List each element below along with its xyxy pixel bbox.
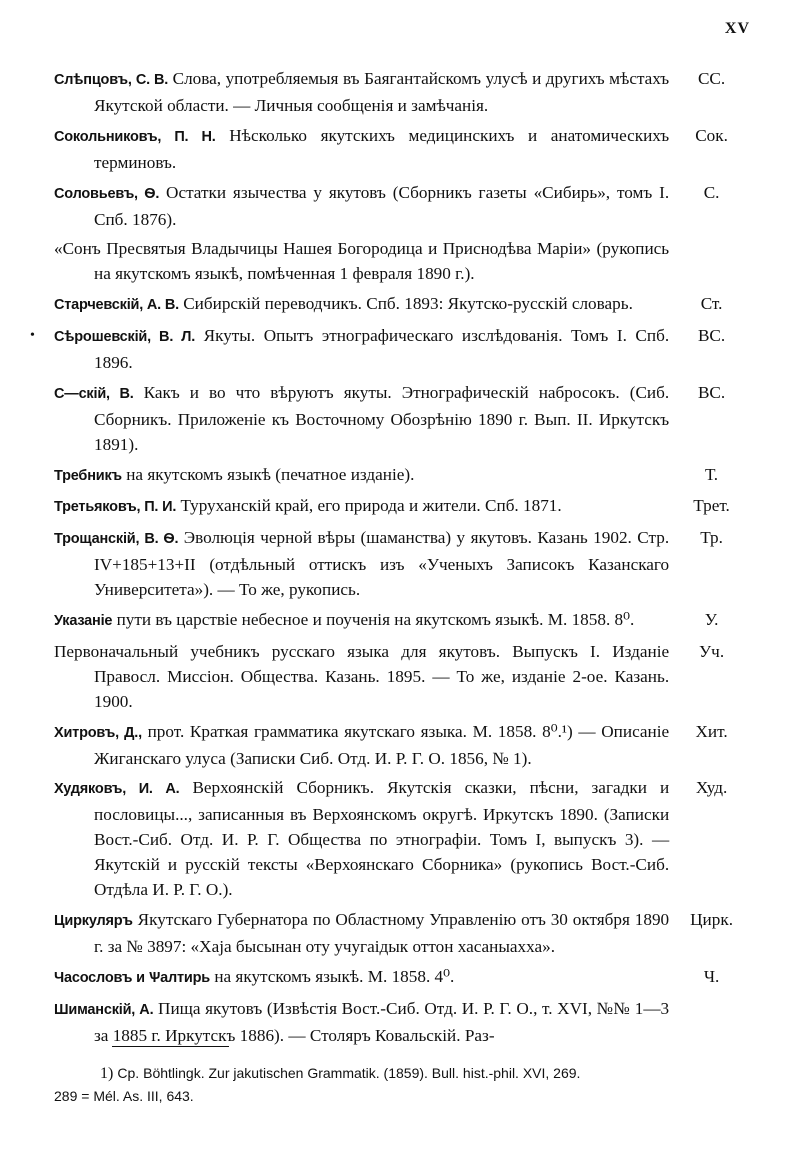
footnote-continuation: 289 = Mél. As. III, 643. [54, 1088, 194, 1104]
bibliography-entry [54, 291, 754, 318]
entry-text [54, 639, 669, 714]
entry-text [54, 236, 669, 286]
entry-abbreviation: Худ. [695, 778, 728, 798]
margin-bullet: • [30, 328, 35, 343]
bibliography-entry [54, 123, 754, 175]
entry-body: на якутскомъ языкѣ (печатное изданіе). [126, 464, 415, 484]
entry-body: прот. Краткая грамматика якутскаго языка. М. 1858. 8⁰.¹) — Описаніе Жиганскаго улуса (Записки Сиб. Отд. И. Р. Г. О. 1856, № 1). [94, 721, 670, 768]
entry-text [54, 123, 669, 175]
entry-body: Якутскаго Губернатора по Областному Управленію отъ 30 октября 1890 г. за № 3897: «Хаја бысынан оту учугаідык оттон хасаныахха». [94, 910, 670, 957]
entry-body: Пища якутовъ (Извѣстія Вост.-Сиб. Отд. И. Р. Г. О., т. XVI, №№ 1—3 за 1885 г. Иркутскъ 1886). — Столяръ Ковальскій. Раз- [94, 998, 670, 1045]
entry-author: Сѣрошевскій, В. Л. [54, 328, 196, 345]
entry-abbreviation: СС. [697, 69, 726, 88]
bibliography-entry [54, 493, 754, 520]
footnote-marker: 1) [100, 1065, 114, 1082]
entry-text [54, 493, 669, 520]
bibliography-list [54, 66, 754, 1053]
entry-body: Туруханскій край, его природа и жители. Спб. 1871. [180, 496, 562, 516]
bibliography-entry [54, 607, 754, 634]
entry-author: Требникъ [54, 467, 122, 484]
bibliography-entry [54, 775, 754, 902]
entry-abbreviation: У. [704, 609, 719, 629]
entry-text [54, 66, 669, 118]
entry-text [54, 323, 669, 375]
entry-abbreviation: Трет. [693, 496, 730, 516]
entry-body: Сибирскій переводчикъ. Спб. 1893: Якутско-русскій словарь. [183, 294, 633, 314]
entry-text [54, 775, 669, 902]
entry-text [54, 719, 669, 771]
entry-author: Циркуляръ [54, 913, 133, 930]
entry-text [54, 291, 669, 318]
bibliography-entry [54, 66, 754, 118]
entry-abbreviation: Цирк. [690, 910, 733, 930]
footnote [54, 1062, 759, 1108]
entry-text [54, 380, 669, 457]
entry-author: Соловьевъ, Ѳ. [54, 185, 160, 202]
entry-body: Нѣсколько якутскихъ медицинскихъ и анатомическихъ терминовъ. [94, 125, 670, 172]
entry-author: Трощанскій, В. Ѳ. [54, 531, 179, 548]
entry-abbreviation: ВС. [697, 325, 726, 345]
bibliography-entry [54, 236, 754, 286]
entry-abbreviation: Ст. [700, 294, 723, 314]
entry-abbreviation: Сок. [695, 125, 728, 145]
footnote-text: Böhtlingk. Zur jakutischen Grammatik. (1859). Bull. hist.-phil. XVI, 269. [143, 1065, 581, 1081]
entry-author: Сокольниковъ, П. Н. [54, 128, 216, 145]
entry-abbreviation: Хит. [695, 721, 728, 741]
entry-abbreviation: Т. [705, 464, 719, 484]
entry-abbreviation: С. [703, 182, 720, 202]
entry-text [54, 964, 669, 991]
entry-body: Первоначальный учебникъ русскаго языка для якутовъ. Выпускъ I. Изданіе Правосл. Миссіон. Общества. Казань. 1895. — То же, изданіе 2-ое. Казань. 1900. [54, 641, 670, 711]
bibliography-entry [54, 996, 754, 1048]
entry-author: Хитровъ, Д., [54, 724, 142, 741]
bibliography-entry [54, 180, 754, 232]
entry-body: Эволюція черной вѣры (шаманства) у якутовъ. Казань 1902. Стр. IV+185+13+II (отдѣльный оттискъ изъ «Ученыхъ Записокъ Казанскаго Университета»). — То же, рукопись. [94, 528, 670, 600]
bibliography-entry [54, 907, 754, 959]
entry-body: Слова, употребляемыя въ Баягантайскомъ улусѣ и другихъ мѣстахъ Якутской области. — Личныя сообщенія и замѣчанія. [94, 69, 670, 115]
entry-text [54, 525, 669, 602]
entry-author: Слѣпцовъ, С. В. [54, 72, 169, 88]
entry-body: «Сонъ Пресвятыя Владычицы Нашея Богородица и Приснодѣва Маріи» (рукопись на якутскомъ языкѣ, помѣченная 1 февраля 1890 г.). [54, 239, 670, 284]
entry-body: на якутскомъ языкѣ. М. 1858. 4⁰. [214, 966, 455, 986]
entry-author: Шиманскій, А. [54, 1001, 154, 1018]
entry-abbreviation: Ч. [703, 966, 720, 986]
entry-abbreviation: ВС. [697, 382, 726, 402]
entry-body: Какъ и во что вѣруютъ якуты. Этнографическій набросокъ. (Сиб. Сборникъ. Приложеніе къ Восточному Обозрѣнію 1890 г. Вып. II. Иркутскъ 1891). [94, 382, 670, 454]
entry-author: Часословъ и Ѱалтирь [54, 969, 211, 986]
bibliography-entry [54, 719, 754, 771]
footnote-ref: Ср. [117, 1065, 140, 1081]
bibliography-entry [54, 639, 754, 714]
entry-text [54, 907, 669, 959]
entry-text [54, 607, 669, 634]
entry-abbreviation: Уч. [699, 641, 725, 661]
entry-author: Третьяковъ, П. И. [54, 499, 177, 516]
bibliography-entry [54, 323, 754, 375]
entry-author: С—скій, В. [54, 385, 134, 402]
bibliography-entry [54, 964, 754, 991]
footnote-divider [112, 1046, 229, 1047]
entry-body: Верхоянскій Сборникъ. Якутскія сказки, пѣсни, загадки и пословицы..., записанныя въ Верхоянскомъ округѣ. Иркутскъ 1890. (Записки Вост.-Сиб. Отд. И. Р. Г. Общества по этнографіи. Томъ I, выпускъ 3). — Якутскій и русскій тексты «Верхоянскаго Сборника» (рукопись Вост.-Сиб. Отдѣла И. Р. Г. О.). [94, 778, 670, 900]
entry-text [54, 996, 669, 1048]
bibliography-entry [54, 525, 754, 602]
entry-abbreviation: Тр. [700, 528, 723, 548]
entry-author: Указаніе [54, 612, 113, 629]
bibliography-entry [54, 380, 754, 457]
entry-author: Худяковъ, И. А. [54, 781, 180, 798]
bibliography-entry [54, 462, 754, 489]
entry-text [54, 180, 669, 232]
entry-text [54, 462, 669, 489]
entry-body: пути въ царствіе небесное и поученія на якутскомъ языкѣ. М. 1858. 8⁰. [116, 609, 635, 629]
page-number: XV [724, 20, 750, 37]
entry-body: Якуты. Опытъ этнографическаго изслѣдованія. Томъ I. Спб. 1896. [94, 325, 670, 372]
entry-author: Старчевскій, А. В. [54, 297, 179, 314]
entry-body: Остатки язычества у якутовъ (Сборникъ газеты «Сибирь», томъ I. Спб. 1876). [94, 182, 670, 229]
